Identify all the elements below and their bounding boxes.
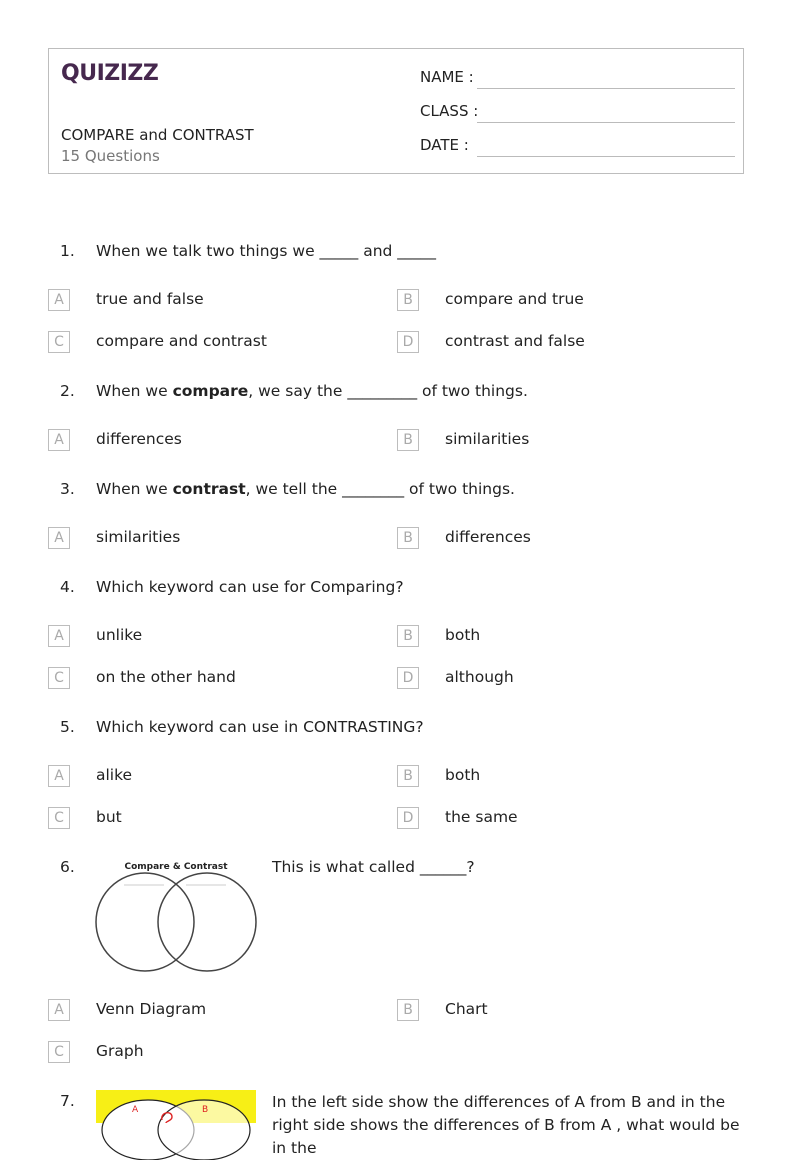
option-text: differences [445,528,531,546]
quizizz-logo [61,59,159,89]
question-text: When we talk two things we _____ and _____ [96,242,437,260]
question-number: 2. [60,382,75,400]
question-text-pre: When we [96,480,173,498]
class-line [477,122,735,123]
question-number: 6. [60,858,75,876]
question-number: 7. [60,1092,75,1110]
option-text: unlike [96,626,143,644]
question-number: 3. [60,480,75,498]
option-text: alike [96,766,133,784]
question-keyword: contrast [172,480,246,498]
option-letter: A [48,289,70,311]
option-text: compare and true [445,290,584,308]
question-number: 1. [60,242,75,260]
option-text: Graph [96,1042,144,1060]
date-line [477,156,735,157]
worksheet-header [48,48,744,174]
option-text: true and false [96,290,204,308]
option-text: similarities [445,430,530,448]
date-field[interactable] [420,136,735,158]
question-text [96,480,515,498]
venn-diagram-image [94,856,260,974]
question-text-pre: When we [96,382,173,400]
class-label: CLASS : [420,102,479,120]
option-text: compare and contrast [96,332,267,350]
question-text-post: , we say the _________ of two things. [248,382,528,400]
question-text: Which keyword can use for Comparing? [96,578,404,596]
question-text: Which keyword can use in CONTRASTING? [96,718,424,736]
option-text: Chart [445,1000,488,1018]
option-text: but [96,808,122,826]
date-label: DATE : [420,136,469,154]
question-text-post: , we tell the ________ of two things. [245,480,515,498]
option-letter: B [397,429,419,451]
option-text: Venn Diagram [96,1000,207,1018]
question-text: This is what called ______? [272,858,475,876]
option-letter: A [48,429,70,451]
option-letter: D [397,807,419,829]
option-text: differences [96,430,182,448]
option-letter: B [397,625,419,647]
option-letter: B [397,765,419,787]
option-text: on the other hand [96,668,236,686]
option-letter: A [48,999,70,1021]
name-field[interactable] [420,68,735,90]
name-line [477,88,735,89]
option-letter: C [48,807,70,829]
venn-caption: Compare & Contrast [124,862,228,872]
option-text: the same [445,808,518,826]
option-text: although [445,668,514,686]
question-number: 4. [60,578,75,596]
option-letter: B [397,527,419,549]
class-field[interactable] [420,102,735,124]
option-text: similarities [96,528,181,546]
option-letter: D [397,331,419,353]
option-text: both [445,626,481,644]
question-keyword: compare [172,382,249,400]
option-letter: C [48,331,70,353]
question-count: 15 Questions [61,147,160,165]
option-letter: B [397,999,419,1021]
option-letter: A [48,625,70,647]
option-text: both [445,766,481,784]
name-label: NAME : [420,68,474,86]
worksheet-title: COMPARE and CONTRAST [61,126,254,144]
question-text [96,382,528,400]
option-letter: D [397,667,419,689]
option-letter: A [48,527,70,549]
question-number: 5. [60,718,75,736]
venn-ab-image [96,1090,256,1123]
option-letter: C [48,667,70,689]
option-letter: C [48,1041,70,1063]
question-text: In the left side show the differences of A from B and in the right side shows the differences of B from A , what would be in the [272,1093,740,1157]
logo-text: QUIZIZZ [61,61,159,86]
option-text: contrast and false [445,332,585,350]
circle-a-label: A [132,1105,139,1115]
circle-b-label: B [202,1105,209,1115]
option-letter: B [397,289,419,311]
option-letter: A [48,765,70,787]
